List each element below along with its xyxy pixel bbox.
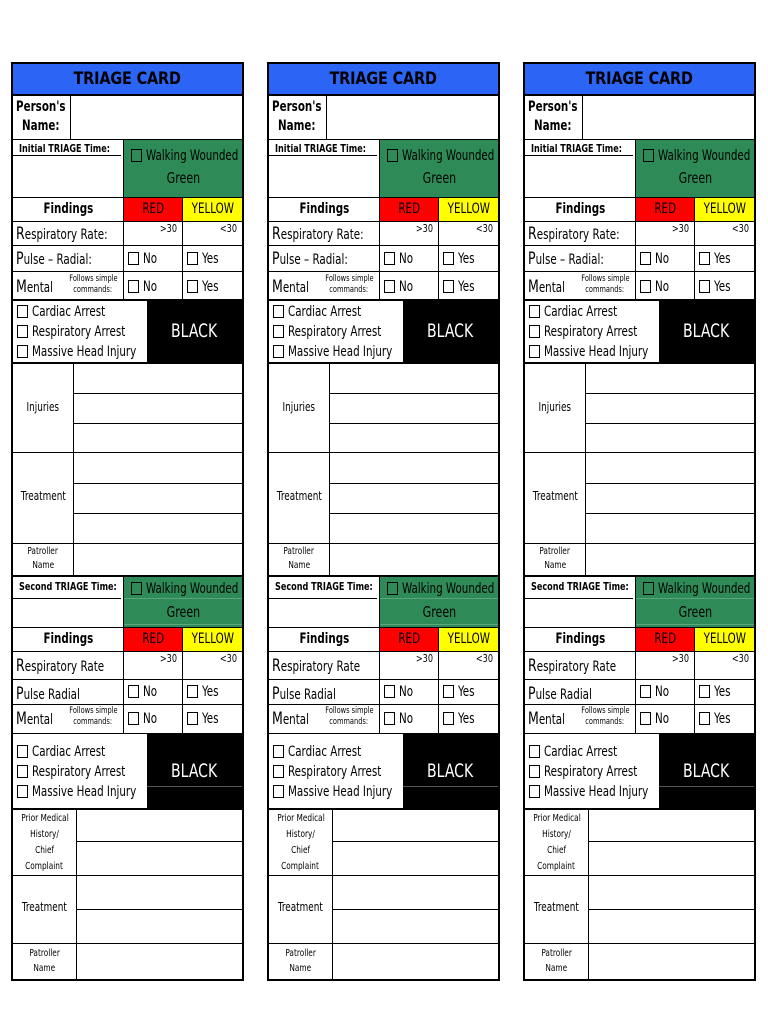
massive-head-injury-checkbox-2[interactable] bbox=[17, 785, 28, 798]
mental-no-checkbox[interactable] bbox=[640, 280, 651, 293]
initial-triage-row bbox=[13, 140, 242, 198]
green-label: Green bbox=[422, 169, 456, 187]
black-section bbox=[13, 301, 242, 364]
findings-row bbox=[269, 198, 498, 222]
mental-row bbox=[13, 272, 242, 301]
pulse-yes-checkbox-2[interactable] bbox=[187, 685, 198, 698]
walking-wounded-green-box-2: Walking Wounded Green bbox=[380, 577, 498, 627]
mental-no-option: No bbox=[128, 279, 160, 295]
red-header-2: RED bbox=[636, 628, 694, 651]
mental-row bbox=[269, 272, 498, 301]
black-section bbox=[525, 301, 754, 364]
yellow-header: YELLOW bbox=[695, 198, 754, 221]
walking-wounded-green-box: Walking Wounded Green bbox=[124, 140, 242, 197]
findings-label: Findings bbox=[43, 201, 93, 217]
follows-commands-label: Follows simple commands: bbox=[580, 274, 630, 295]
mental-yes-checkbox[interactable] bbox=[699, 280, 710, 293]
respiratory-arrest-checkbox[interactable] bbox=[529, 325, 540, 338]
respiratory-arrest-option: Respiratory Arrest bbox=[529, 322, 671, 342]
resp-yellow-value: <30 bbox=[475, 222, 494, 235]
cardiac-arrest-option: Cardiac Arrest bbox=[273, 302, 415, 322]
card-title: TRIAGE CARD bbox=[13, 64, 242, 96]
second-triage-row bbox=[13, 577, 242, 628]
prior-medical-section bbox=[525, 810, 754, 876]
treatment-section-2: Treatment bbox=[269, 876, 498, 944]
findings-label: Findings bbox=[555, 201, 605, 217]
initial-triage-time-field[interactable] bbox=[269, 156, 379, 197]
respiratory-arrest-checkbox[interactable] bbox=[17, 325, 28, 338]
person-name-row bbox=[269, 96, 498, 140]
pulse-no-checkbox[interactable] bbox=[128, 252, 139, 265]
mental-no-checkbox-2[interactable] bbox=[128, 712, 139, 725]
resp-yellow-value: <30 bbox=[219, 222, 238, 235]
green-label-2: Green bbox=[422, 603, 456, 621]
walking-wounded-checkbox-2[interactable] bbox=[131, 582, 142, 595]
patroller-row-2: Patroller Name bbox=[525, 944, 754, 979]
red-header: RED bbox=[124, 198, 182, 221]
respiratory-arrest-option: Respiratory Arrest bbox=[17, 322, 159, 342]
walking-wounded-checkbox[interactable] bbox=[387, 149, 398, 162]
pulse-no-option: No bbox=[128, 251, 160, 267]
mental-no-option: No bbox=[640, 279, 672, 295]
pulse-row bbox=[525, 246, 754, 272]
black-label-2: BLACK bbox=[147, 734, 242, 808]
pulse-row bbox=[13, 246, 242, 272]
prior-medical-label: Prior Medical History/ Chief Complaint bbox=[276, 813, 325, 872]
second-triage-time-label: Second TRIAGE Time: bbox=[19, 580, 117, 593]
triage-card-3 bbox=[523, 62, 756, 981]
second-triage-row bbox=[525, 577, 754, 628]
cardiac-arrest-checkbox[interactable] bbox=[17, 305, 28, 318]
pulse-label: Pulse – Radial: bbox=[272, 249, 348, 269]
person-name-row bbox=[525, 96, 754, 140]
red-header: RED bbox=[636, 198, 694, 221]
treatment-label: Treatment bbox=[20, 489, 66, 503]
prior-medical-label: Prior Medical History/ Chief Complaint bbox=[20, 813, 69, 872]
mental-no-checkbox-2[interactable] bbox=[640, 712, 651, 725]
resp-red-value: >30 bbox=[159, 222, 178, 235]
patroller-label: Patroller Name bbox=[283, 546, 315, 571]
cardiac-arrest-checkbox-2[interactable] bbox=[17, 745, 28, 758]
pulse-yes-option: Yes bbox=[187, 251, 222, 267]
follows-commands-label: Follows simple commands: bbox=[324, 274, 374, 295]
mental-no-checkbox-2[interactable] bbox=[384, 712, 395, 725]
pulse-yes-checkbox[interactable] bbox=[187, 252, 198, 265]
respiratory-rate-row bbox=[269, 222, 498, 246]
resp-yellow-value: <30 bbox=[731, 222, 750, 235]
prior-medical-label: Prior Medical History/ Chief Complaint bbox=[532, 813, 581, 872]
red-header-2: RED bbox=[380, 628, 438, 651]
respiratory-rate-row bbox=[13, 222, 242, 246]
initial-triage-time-label: Initial TRIAGE Time: bbox=[19, 142, 110, 155]
cardiac-arrest-checkbox[interactable] bbox=[273, 305, 284, 318]
injuries-section bbox=[269, 364, 498, 453]
black-section bbox=[269, 301, 498, 364]
prior-medical-section bbox=[13, 810, 242, 876]
treatment-section-2: Treatment bbox=[525, 876, 754, 944]
walking-wounded-checkbox-2[interactable] bbox=[643, 582, 654, 595]
pulse-no-checkbox-2[interactable] bbox=[384, 685, 395, 698]
respiratory-arrest-checkbox-2[interactable] bbox=[273, 765, 284, 778]
walking-wounded-green-box: Walking Wounded Green bbox=[380, 140, 498, 197]
patroller-label: Patroller Name bbox=[539, 546, 571, 571]
pulse-label: Pulse – Radial: bbox=[16, 249, 92, 269]
massive-head-injury-checkbox-2[interactable] bbox=[273, 785, 284, 798]
massive-head-injury-checkbox[interactable] bbox=[17, 345, 28, 358]
respiratory-rate-row-2: Respiratory Rate >30 <30 bbox=[269, 652, 498, 680]
second-triage-time-label: Second TRIAGE Time: bbox=[531, 580, 629, 593]
mental-yes-checkbox[interactable] bbox=[187, 280, 198, 293]
cardiac-arrest-checkbox-2[interactable] bbox=[529, 745, 540, 758]
black-criteria-list bbox=[273, 302, 415, 362]
mental-label: Mental bbox=[528, 277, 565, 297]
injuries-label: Injuries bbox=[26, 400, 60, 414]
black-label-2: BLACK bbox=[403, 734, 498, 808]
findings-label: Findings bbox=[299, 201, 349, 217]
mental-yes-checkbox-2[interactable] bbox=[699, 712, 710, 725]
respiratory-rate-row-2: Respiratory Rate >30 <30 bbox=[525, 652, 754, 680]
injuries-section bbox=[525, 364, 754, 453]
walking-wounded-checkbox[interactable] bbox=[643, 149, 654, 162]
mental-no-checkbox[interactable] bbox=[128, 280, 139, 293]
mental-yes-option: Yes bbox=[443, 279, 478, 295]
pulse-no-option: No bbox=[384, 251, 416, 267]
black-section-2: Cardiac Arrest Respiratory Arrest Massive Head Injury BLACK bbox=[525, 734, 754, 810]
red-header-2: RED bbox=[124, 628, 182, 651]
cardiac-arrest-checkbox-2[interactable] bbox=[273, 745, 284, 758]
treatment-section bbox=[269, 453, 498, 544]
respiratory-rate-label: Respiratory Rate: bbox=[528, 224, 620, 244]
massive-head-injury-checkbox[interactable] bbox=[529, 345, 540, 358]
walking-wounded-checkbox[interactable] bbox=[131, 149, 142, 162]
pulse-no-checkbox[interactable] bbox=[384, 252, 395, 265]
pulse-yes-checkbox[interactable] bbox=[699, 252, 710, 265]
pulse-no-option: No bbox=[640, 251, 672, 267]
mental-row-2: Mental Follows simple commands: No Yes bbox=[525, 705, 754, 734]
injuries-label: Injuries bbox=[538, 400, 572, 414]
green-label: Green bbox=[166, 169, 200, 187]
pulse-row-2: Pulse Radial No Yes bbox=[525, 680, 754, 705]
initial-triage-row bbox=[269, 140, 498, 198]
pulse-yes-checkbox[interactable] bbox=[443, 252, 454, 265]
mental-row bbox=[525, 272, 754, 301]
black-label: BLACK bbox=[147, 301, 242, 362]
yellow-header: YELLOW bbox=[439, 198, 498, 221]
pulse-yes-checkbox-2[interactable] bbox=[699, 685, 710, 698]
mental-label: Mental bbox=[16, 277, 53, 297]
pulse-yes-option: Yes bbox=[699, 251, 734, 267]
black-label: BLACK bbox=[403, 301, 498, 362]
black-label-2: BLACK bbox=[659, 734, 754, 808]
patroller-label: Patroller Name bbox=[27, 546, 59, 571]
treatment-label: Treatment bbox=[276, 489, 322, 503]
respiratory-arrest-option: Respiratory Arrest bbox=[273, 322, 415, 342]
person-name-label: Person's Name: bbox=[528, 99, 578, 134]
yellow-header: YELLOW bbox=[183, 198, 242, 221]
second-triage-row bbox=[269, 577, 498, 628]
red-header: RED bbox=[380, 198, 438, 221]
mental-yes-checkbox-2[interactable] bbox=[443, 712, 454, 725]
resp-red-value: >30 bbox=[415, 222, 434, 235]
treatment-section bbox=[13, 453, 242, 544]
walking-wounded-checkbox-2[interactable] bbox=[387, 582, 398, 595]
pulse-no-checkbox[interactable] bbox=[640, 252, 651, 265]
findings-row-2: Findings RED YELLOW bbox=[269, 628, 498, 652]
mental-no-option: No bbox=[384, 279, 416, 295]
prior-medical-section bbox=[269, 810, 498, 876]
person-name-label: Person's Name: bbox=[272, 99, 322, 134]
patroller-row bbox=[13, 544, 242, 577]
respiratory-rate-row bbox=[525, 222, 754, 246]
treatment-section-2: Treatment bbox=[13, 876, 242, 944]
respiratory-rate-label: Respiratory Rate: bbox=[16, 224, 108, 244]
patroller-row-2: Patroller Name bbox=[269, 944, 498, 979]
mental-no-checkbox[interactable] bbox=[384, 280, 395, 293]
patroller-row bbox=[269, 544, 498, 577]
resp-red-value: >30 bbox=[671, 222, 690, 235]
second-triage-time-label: Second TRIAGE Time: bbox=[275, 580, 373, 593]
patroller-row bbox=[525, 544, 754, 577]
yellow-header-2: YELLOW bbox=[183, 628, 242, 651]
treatment-section bbox=[525, 453, 754, 544]
green-label-2: Green bbox=[166, 603, 200, 621]
green-label-2: Green bbox=[678, 603, 712, 621]
massive-head-injury-checkbox-2[interactable] bbox=[529, 785, 540, 798]
respiratory-rate-label: Respiratory Rate: bbox=[272, 224, 364, 244]
walking-wounded-green-box: Walking Wounded Green bbox=[636, 140, 754, 197]
pulse-yes-checkbox-2[interactable] bbox=[443, 685, 454, 698]
respiratory-arrest-checkbox[interactable] bbox=[273, 325, 284, 338]
black-section-2: Cardiac Arrest Respiratory Arrest Massive Head Injury BLACK bbox=[13, 734, 242, 810]
injuries-label: Injuries bbox=[282, 400, 316, 414]
mental-yes-option: Yes bbox=[187, 279, 222, 295]
walking-wounded-green-box-2: Walking Wounded Green bbox=[124, 577, 242, 627]
pulse-yes-option: Yes bbox=[443, 251, 478, 267]
card-title: TRIAGE CARD bbox=[525, 64, 754, 96]
massive-head-injury-option: Massive Head Injury bbox=[17, 342, 159, 362]
mental-yes-checkbox[interactable] bbox=[443, 280, 454, 293]
pulse-row bbox=[269, 246, 498, 272]
findings-row bbox=[13, 198, 242, 222]
pulse-no-checkbox-2[interactable] bbox=[640, 685, 651, 698]
pulse-no-checkbox-2[interactable] bbox=[128, 685, 139, 698]
findings-row-2: Findings RED YELLOW bbox=[525, 628, 754, 652]
triage-card-2 bbox=[267, 62, 500, 981]
respiratory-rate-row-2: Respiratory Rate >30 <30 bbox=[13, 652, 242, 680]
initial-triage-time-label: Initial TRIAGE Time: bbox=[531, 142, 622, 155]
black-section-2: Cardiac Arrest Respiratory Arrest Massive Head Injury BLACK bbox=[269, 734, 498, 810]
walking-wounded-green-box-2: Walking Wounded Green bbox=[636, 577, 754, 627]
pulse-label: Pulse – Radial: bbox=[528, 249, 604, 269]
triage-card-1 bbox=[11, 62, 244, 981]
mental-row-2: Mental Follows simple commands: No Yes bbox=[269, 705, 498, 734]
initial-triage-time-field[interactable] bbox=[525, 156, 635, 197]
person-name-field[interactable] bbox=[71, 96, 242, 139]
green-label: Green bbox=[678, 169, 712, 187]
patroller-row-2: Patroller Name bbox=[13, 944, 242, 979]
cardiac-arrest-checkbox[interactable] bbox=[529, 305, 540, 318]
black-criteria-list bbox=[529, 302, 671, 362]
massive-head-injury-option: Massive Head Injury bbox=[529, 342, 671, 362]
initial-triage-row bbox=[525, 140, 754, 198]
massive-head-injury-checkbox[interactable] bbox=[273, 345, 284, 358]
yellow-header-2: YELLOW bbox=[439, 628, 498, 651]
person-name-field[interactable] bbox=[583, 96, 754, 139]
cardiac-arrest-option: Cardiac Arrest bbox=[529, 302, 671, 322]
respiratory-arrest-checkbox-2[interactable] bbox=[17, 765, 28, 778]
initial-triage-time-field[interactable] bbox=[13, 156, 123, 197]
person-name-field[interactable] bbox=[327, 96, 498, 139]
mental-row-2: Mental Follows simple commands: No Yes bbox=[13, 705, 242, 734]
mental-yes-option: Yes bbox=[699, 279, 734, 295]
yellow-header-2: YELLOW bbox=[695, 628, 754, 651]
black-label: BLACK bbox=[659, 301, 754, 362]
initial-triage-time-label: Initial TRIAGE Time: bbox=[275, 142, 366, 155]
massive-head-injury-option: Massive Head Injury bbox=[273, 342, 415, 362]
follows-commands-label: Follows simple commands: bbox=[68, 274, 118, 295]
pulse-row-2: Pulse Radial No Yes bbox=[269, 680, 498, 705]
respiratory-arrest-checkbox-2[interactable] bbox=[529, 765, 540, 778]
pulse-row-2: Pulse Radial No Yes bbox=[13, 680, 242, 705]
findings-row-2: Findings RED YELLOW bbox=[13, 628, 242, 652]
person-name-label: Person's Name: bbox=[16, 99, 66, 134]
mental-yes-checkbox-2[interactable] bbox=[187, 712, 198, 725]
mental-label: Mental bbox=[272, 277, 309, 297]
cardiac-arrest-option: Cardiac Arrest bbox=[17, 302, 159, 322]
treatment-label: Treatment bbox=[532, 489, 578, 503]
black-criteria-list bbox=[17, 302, 159, 362]
person-name-row bbox=[13, 96, 242, 140]
injuries-section bbox=[13, 364, 242, 453]
findings-row bbox=[525, 198, 754, 222]
card-title: TRIAGE CARD bbox=[269, 64, 498, 96]
